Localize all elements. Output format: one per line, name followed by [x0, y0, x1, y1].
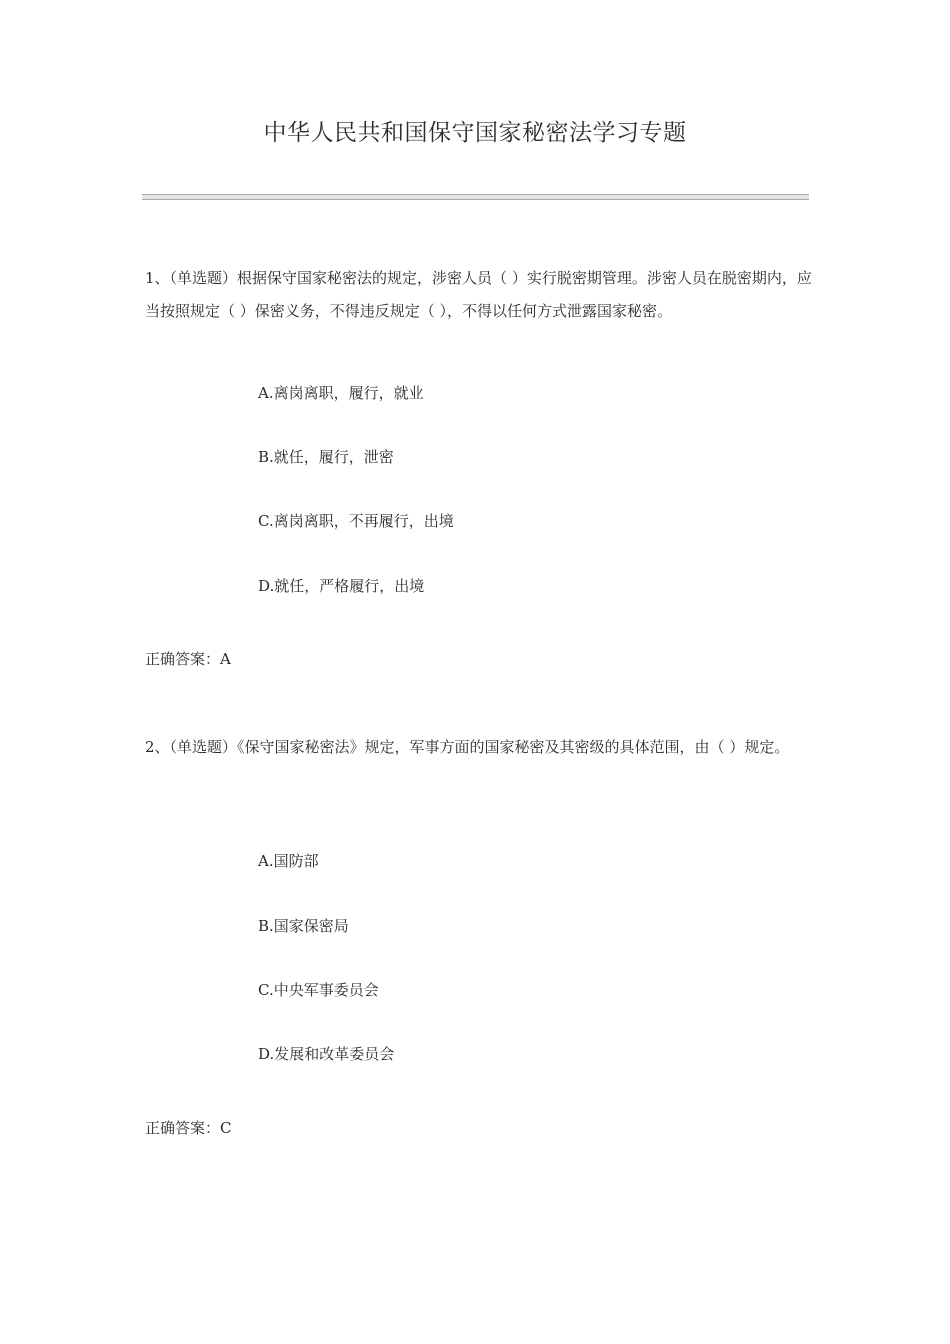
question-2-option-c: C.中央军事委员会 [258, 981, 379, 999]
question-2-option-a: A.国防部 [258, 852, 319, 870]
question-1-text: 1、（单选题）根据保守国家秘密法的规定，涉密人员（ ）实行脱密期管理。涉密人员在脱密期内，应当按照规定（ ）保密义务，不得违反规定（ ），不得以任何方式泄露国家秘密。 [145, 269, 812, 320]
document-title: 中华人民共和国保守国家秘密法学习专题 [263, 120, 687, 146]
question-2-text: 2、（单选题）《保守国家秘密法》规定，军事方面的国家秘密及其密级的具体范围，由（ ）规定。 [145, 738, 790, 756]
question-1-option-a: A.离岗离职，履行，就业 [258, 384, 424, 402]
question-2-answer: 正确答案：C [145, 1119, 232, 1137]
question-1-option-b: B.就任，履行，泄密 [258, 448, 394, 466]
question-1-option-c: C.离岗离职，不再履行，出境 [258, 512, 454, 530]
question-2-option-b: B.国家保密局 [258, 917, 349, 935]
title-divider [142, 194, 809, 200]
question-1-option-d: D.就任，严格履行，出境 [258, 577, 425, 595]
question-2-option-d: D.发展和改革委员会 [258, 1045, 395, 1063]
question-1-answer: 正确答案：A [145, 650, 231, 668]
